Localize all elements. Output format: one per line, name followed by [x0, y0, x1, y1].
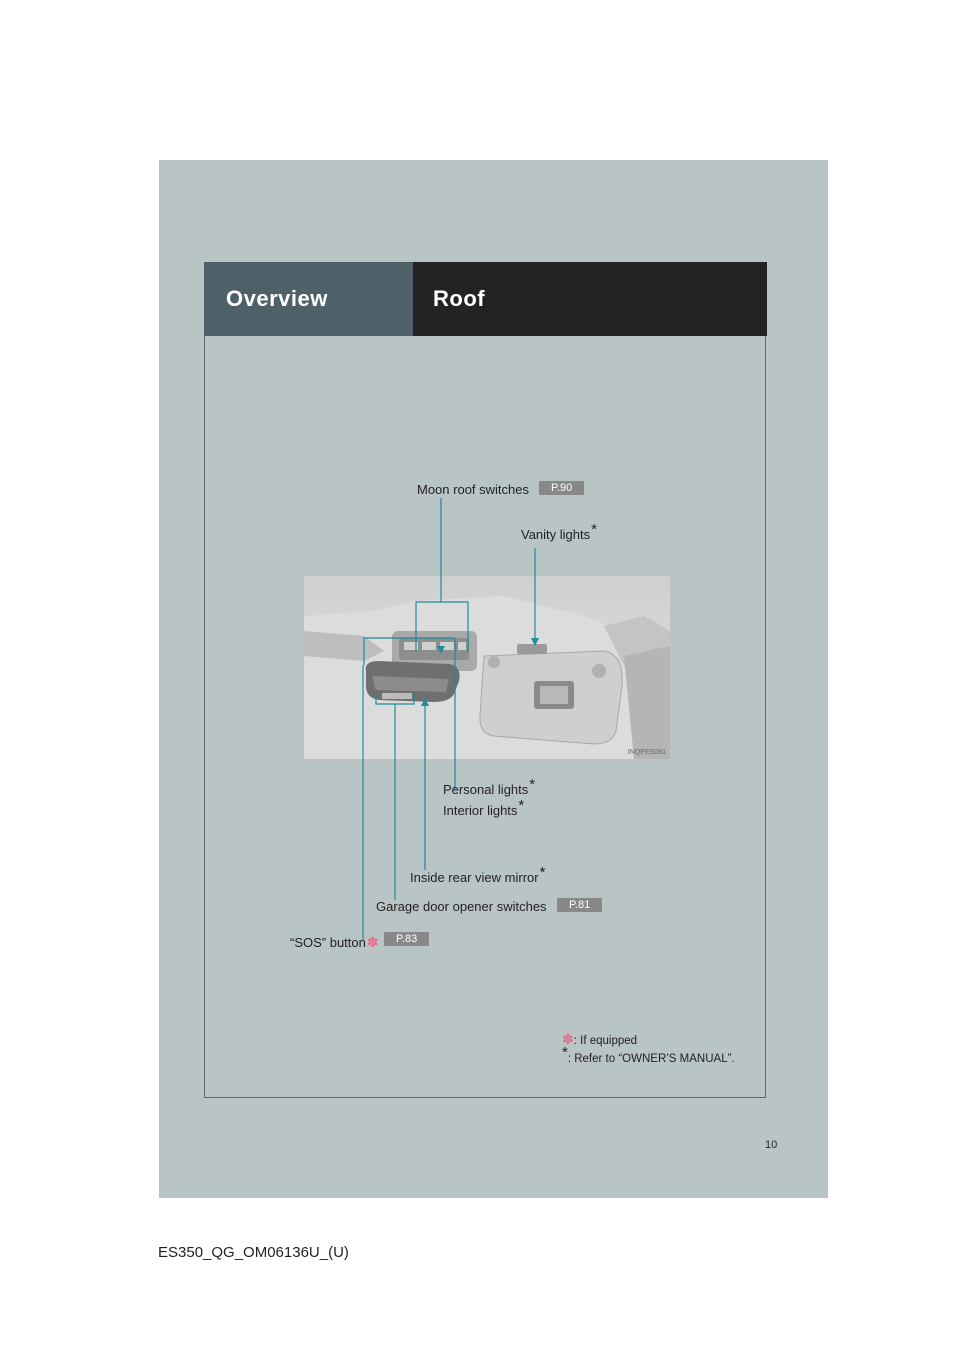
mirror-arrow	[421, 698, 429, 706]
footnote-equipped	[562, 1031, 637, 1048]
equipped-text: : If equipped	[573, 1035, 638, 1047]
garage-bracket	[376, 694, 414, 704]
manual-mark: *	[562, 1044, 568, 1062]
footnote-manual	[562, 1044, 735, 1065]
garage-label: Garage door opener switches	[376, 899, 547, 914]
page-number: 10	[765, 1139, 778, 1151]
moon-roof-callout	[417, 482, 529, 497]
vanity-callout	[521, 520, 597, 542]
garage-page-ref[interactable]: P.81	[557, 898, 602, 912]
vanity-label: Vanity lights	[521, 527, 591, 542]
sos-page-ref[interactable]: P.83	[384, 932, 429, 946]
moon-roof-arrow	[437, 646, 445, 654]
sos-mark: ✽	[366, 934, 379, 950]
sos-callout	[290, 934, 379, 951]
interior-label: Interior lights	[443, 803, 518, 818]
garage-callout	[376, 899, 547, 914]
mirror-callout	[410, 863, 546, 885]
image-code: INQPES081	[627, 749, 666, 756]
document-code: ES350_QG_OM06136U_(U)	[158, 1244, 349, 1261]
moon-roof-label: Moon roof switches	[417, 482, 529, 497]
mirror-label: Inside rear view mirror	[410, 870, 539, 885]
vanity-mark: *	[591, 520, 597, 538]
mirror-mark: *	[539, 863, 546, 881]
personal-mark: *	[529, 775, 536, 793]
section-title: Overview	[226, 286, 328, 311]
personal-callout	[443, 775, 536, 797]
interior-callout	[443, 796, 525, 818]
moon-roof-page-ref[interactable]: P.90	[539, 481, 584, 495]
vanity-arrow	[531, 638, 539, 646]
equipped-mark: ✽	[562, 1031, 574, 1047]
sos-label: “SOS” button	[290, 935, 366, 950]
page-title: Roof	[433, 286, 486, 311]
interior-mark: *	[518, 796, 525, 814]
personal-label: Personal lights	[443, 782, 529, 797]
manual-text: : Refer to “OWNER’S MANUAL”.	[567, 1053, 735, 1065]
moon-roof-bracket	[416, 602, 468, 652]
